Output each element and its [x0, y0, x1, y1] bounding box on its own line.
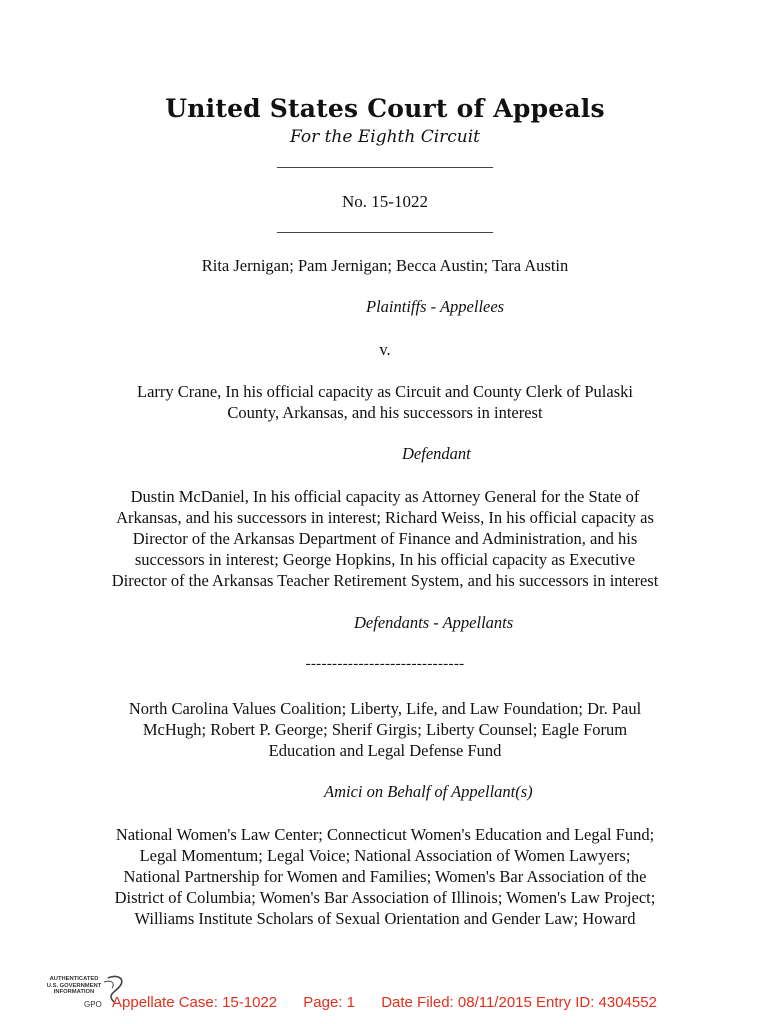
- defendants-2-role: Defendants - Appellants: [354, 613, 514, 632]
- defendants-2-line: Director of the Arkansas Teacher Retirement System, and his successors in interest: [111, 571, 659, 590]
- defendants-2-line: Arkansas, and his successors in interest; Richard Weiss, In his official capacity as: [116, 508, 654, 527]
- amici-appellant-line: Education and Legal Defense Fund: [268, 741, 502, 760]
- footer-case: Appellate Case: 15-1022: [112, 994, 278, 1011]
- plaintiffs: Rita Jernigan; Pam Jernigan; Becca Austin; Tara Austin: [201, 256, 569, 275]
- court-name: United States Court of Appeals: [165, 94, 605, 123]
- amici-appellant: [60, 698, 710, 761]
- defendant-1-line: Larry Crane, In his official capacity as Circuit and County Clerk of Pulaski: [137, 382, 633, 401]
- amici-appellant-role: Amici on Behalf of Appellant(s): [324, 782, 533, 801]
- versus: v.: [379, 340, 391, 359]
- plaintiffs-role: Plaintiffs - Appellees: [366, 297, 505, 316]
- defendant-1: [60, 381, 710, 423]
- footer-page: Page: 1: [303, 994, 356, 1011]
- separator: ------------------------------: [305, 656, 465, 672]
- case-rule: ___________________________: [277, 218, 493, 235]
- case-number: No. 15-1022: [342, 192, 428, 211]
- defendants-2: [40, 486, 730, 591]
- defendants-2-line: successors in interest; George Hopkins, In his official capacity as Executive: [134, 550, 636, 569]
- filing-footer: [112, 994, 679, 1011]
- gpo-authenticated-text: AUTHENTICATED U.S. GOVERNMENT INFORMATION: [46, 976, 102, 995]
- amici-appellee-line: Williams Institute Scholars of Sexual Orientation and Gender Law; Howard: [134, 909, 636, 928]
- defendant-1-line: County, Arkansas, and his successors in interest: [227, 403, 543, 422]
- top-rule: ___________________________: [277, 153, 493, 170]
- amici-appellant-line: McHugh; Robert P. George; Sherif Girgis; Liberty Counsel; Eagle Forum: [142, 720, 628, 739]
- amici-appellee-line: National Women's Law Center; Connecticut Women's Education and Legal Fund;: [115, 825, 655, 844]
- amici-appellee-line: National Partnership for Women and Families; Women's Bar Association of the: [123, 867, 647, 886]
- amici-appellee-line: Legal Momentum; Legal Voice; National Association of Women Lawyers;: [139, 846, 631, 865]
- defendants-2-line: Director of the Arkansas Department of Finance and Administration, and his: [132, 529, 638, 548]
- amici-appellee: [40, 824, 730, 929]
- footer-date-filed: Date Filed: 08/11/2015 Entry ID: 4304552: [381, 994, 657, 1011]
- circuit-name: For the Eighth Circuit: [289, 127, 481, 147]
- amici-appellee-line: District of Columbia; Women's Bar Association of Illinois; Women's Law Project;: [114, 888, 656, 907]
- defendant-1-role: Defendant: [402, 444, 471, 463]
- gpo-mark: GPO: [84, 1000, 102, 1009]
- defendants-2-line: Dustin McDaniel, In his official capacity as Attorney General for the State of: [130, 487, 640, 506]
- amici-appellant-line: North Carolina Values Coalition; Liberty, Life, and Law Foundation; Dr. Paul: [128, 699, 642, 718]
